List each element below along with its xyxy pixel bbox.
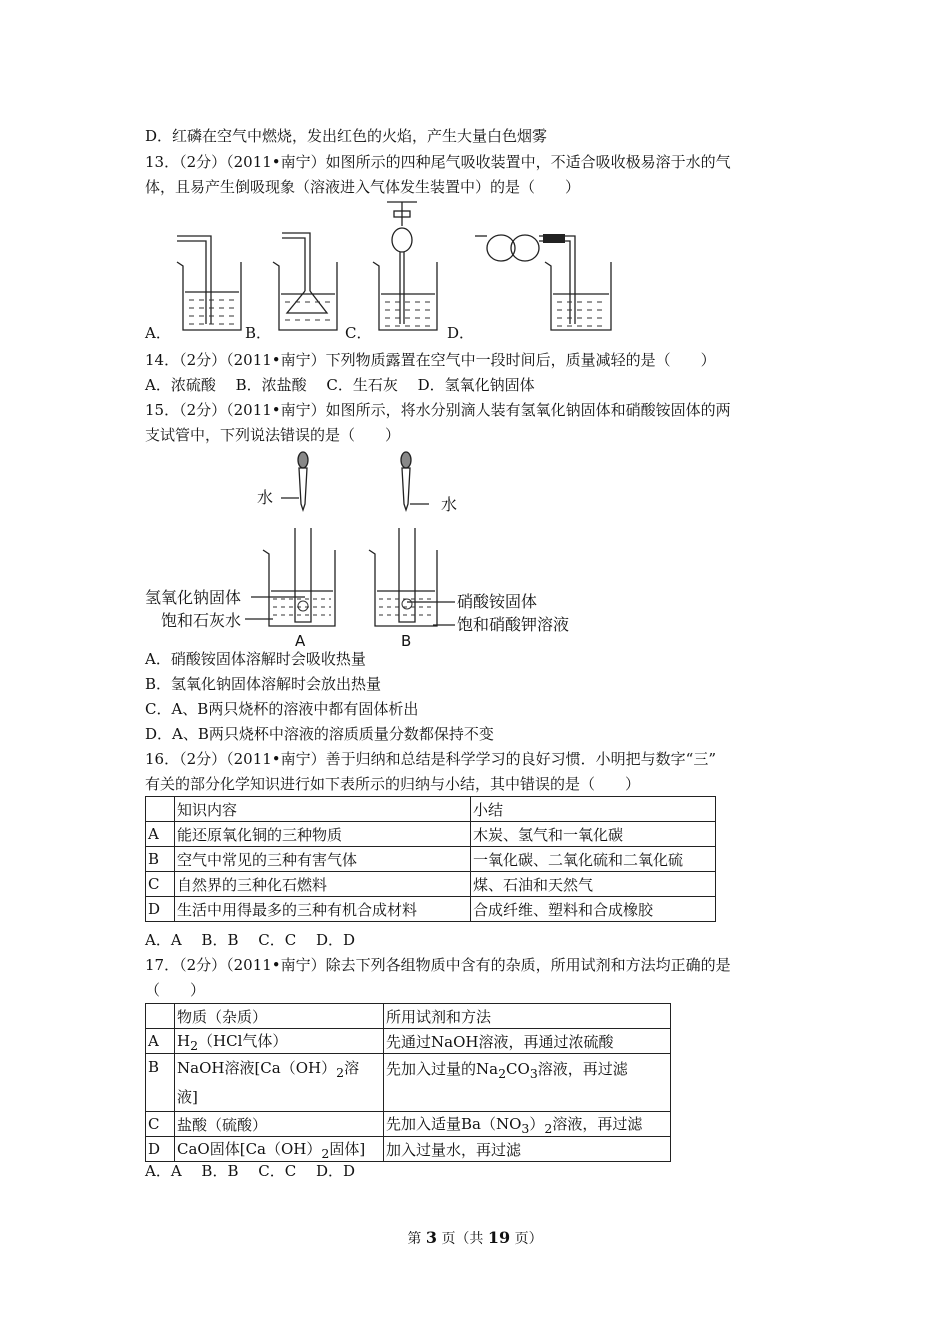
- q15-kno3-label: 饱和硝酸钾溶液: [457, 615, 570, 634]
- q15-water-right-label: 水: [441, 495, 458, 514]
- table-cell: D: [146, 1137, 175, 1162]
- table-cell: [146, 1004, 175, 1029]
- q15-beaker-figure: [145, 446, 585, 650]
- table-row: [146, 897, 716, 922]
- q13-label-d: D．: [447, 324, 475, 342]
- q14-options: A．浓硫酸 B．浓盐酸 C．生石灰 D．氢氧化钠固体: [145, 376, 535, 394]
- table-row: [146, 1029, 671, 1054]
- q17-table: [145, 1003, 671, 1162]
- footer-total-pages: 19: [487, 1228, 511, 1247]
- table-cell: 煤、石油和天然气: [471, 872, 716, 897]
- q14-stem: 14．（2分）（2011•南宁）下列物质露置在空气中一段时间后，质量减轻的是（ ）: [145, 351, 716, 369]
- table-cell: CaO固体[$Ca(OH)_2$固体]: [175, 1137, 384, 1162]
- q15-option-b: B．氢氧化钠固体溶解时会放出热量: [145, 675, 382, 693]
- table-cell: 能还原氧化铜的三种物质: [175, 822, 471, 847]
- q15-water-left-label: 水: [257, 488, 274, 507]
- q15-stem-line2: 支试管中，下列说法错误的是（ ）: [145, 426, 401, 444]
- page-footer: [0, 1228, 950, 1248]
- table-row: [146, 822, 716, 847]
- q16-options: A．A B．B C．C D．D: [145, 931, 356, 949]
- table-cell: A: [146, 1029, 175, 1054]
- q13-stem-line2: 体，且易产生倒吸现象（溶液进入气体发生装置中）的是（ ）: [145, 178, 581, 196]
- table-cell: 先通过NaOH溶液，再通过浓硫酸: [384, 1029, 671, 1054]
- table-cell: 先加入过量的$Na_2CO_3$溶液，再过滤: [384, 1054, 671, 1112]
- table-cell: B: [146, 847, 175, 872]
- table-cell: 一氧化碳、二氧化硫和二氧化硫: [471, 847, 716, 872]
- q15-stem-line1: 15．（2分）（2011•南宁）如图所示，将水分别滴人装有氢氧化钠固体和硝酸铵固体的两: [145, 401, 731, 419]
- table-header-summary: 小结: [471, 797, 716, 822]
- table-cell: C: [146, 1112, 175, 1137]
- table-row: [146, 1137, 671, 1162]
- table-cell: A: [146, 822, 175, 847]
- table-cell: $H_2(HCl$气体）: [175, 1029, 384, 1054]
- q15-option-c: C．A、B两只烧杯的溶液中都有固体析出: [145, 700, 419, 718]
- table-cell: 合成纤维、塑料和合成橡胶: [471, 897, 716, 922]
- table-row: [146, 1112, 671, 1137]
- table-header-row: [146, 1004, 671, 1029]
- q15-limewater-label: 饱和石灰水: [161, 611, 242, 630]
- table-header-method: 所用试剂和方法: [384, 1004, 671, 1029]
- q15-beaker-a-label: A: [295, 632, 306, 650]
- table-cell: D: [146, 897, 175, 922]
- q16-stem-line2: 有关的部分化学知识进行如下表所示的归纳与小结，其中错误的是（ ）: [145, 775, 641, 793]
- footer-suffix: 页）: [514, 1231, 543, 1247]
- table-cell: 加入过量水，再过滤: [384, 1137, 671, 1162]
- table-row: [146, 1054, 671, 1112]
- q16-stem-line1: 16．（2分）（2011•南宁）善于归纳和总结是科学学习的良好习惯．小明把与数字“三”: [145, 750, 716, 768]
- footer-mid: 页（共: [441, 1231, 484, 1247]
- q13-label-c: C．: [345, 324, 372, 342]
- table-cell: B: [146, 1054, 175, 1112]
- q16-table: [145, 796, 716, 922]
- q15-beaker-b-label: B: [401, 632, 412, 650]
- table-header-row: [146, 797, 716, 822]
- table-cell: 空气中常见的三种有害气体: [175, 847, 471, 872]
- table-row: [146, 872, 716, 897]
- footer-prefix: 第: [407, 1231, 422, 1247]
- table-cell: [146, 797, 175, 822]
- q15-option-a: A．硝酸铵固体溶解时会吸收热量: [145, 650, 366, 668]
- table-header-knowledge: 知识内容: [175, 797, 471, 822]
- q13-label-a: A．: [145, 324, 171, 342]
- table-cell: 盐酸（硫酸）: [175, 1112, 384, 1137]
- q17-stem-line1: 17．（2分）（2011•南宁）除去下列各组物质中含有的杂质，所用试剂和方法均正确的是: [145, 956, 731, 974]
- table-header-substance: 物质（杂质）: [175, 1004, 384, 1029]
- table-row: [146, 847, 716, 872]
- q15-option-d: D．A、B两只烧杯中溶液的溶质质量分数都保持不变: [145, 725, 494, 743]
- table-cell: 生活中用得最多的三种有机合成材料: [175, 897, 471, 922]
- q15-nh4no3-label: 硝酸铵固体: [457, 592, 538, 611]
- q15-naoh-label: 氢氧化钠固体: [145, 588, 242, 607]
- table-cell: NaOH溶液[$Ca(OH)_2$溶 液]: [175, 1054, 384, 1112]
- q17-stem-line2: （ ）: [145, 981, 206, 999]
- table-cell: 木炭、氢气和一氧化碳: [471, 822, 716, 847]
- q17-options: A．A B．B C．C D．D: [145, 1162, 356, 1180]
- q13-apparatus-figure: [165, 196, 635, 338]
- q13-label-b: B．: [245, 324, 272, 342]
- q13-stem-line1: 13．（2分）（2011•南宁）如图所示的四种尾气吸收装置中，不适合吸收极易溶于水的气: [145, 153, 731, 171]
- q12-option-d: D．红磷在空气中燃烧，发出红色的火焰，产生大量白色烟雾: [145, 127, 548, 145]
- table-cell: C: [146, 872, 175, 897]
- table-cell: 先加入适量$Ba(NO_3)_2$溶液，再过滤: [384, 1112, 671, 1137]
- table-cell: 自然界的三种化石燃料: [175, 872, 471, 897]
- footer-page-number: 3: [425, 1228, 437, 1247]
